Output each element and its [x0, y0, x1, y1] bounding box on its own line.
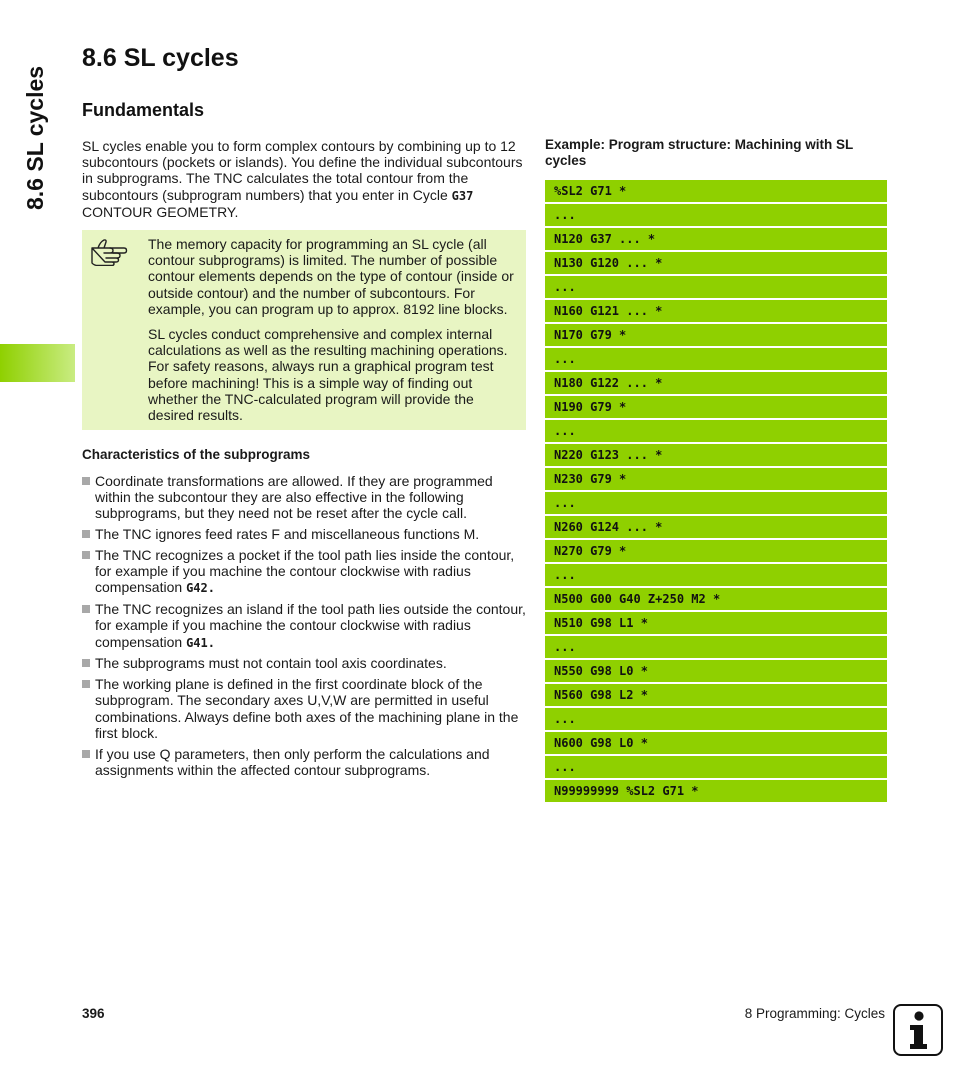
note-text: [148, 236, 522, 432]
subsection-title: Fundamentals: [82, 100, 205, 120]
chapter-label: 8 Programming: Cycles: [744, 1006, 885, 1021]
program-line: N220 G123 ... *: [545, 444, 887, 466]
bullet-item: The TNC recognizes a pocket if the tool path lies inside the contour, for example if you machine the contour clockwise with radius compensation G42.: [82, 547, 527, 597]
page-number: 396: [82, 1006, 105, 1021]
program-listing: [545, 180, 887, 804]
program-line: N230 G79 *: [545, 468, 887, 490]
program-line: N170 G79 *: [545, 324, 887, 346]
note-box: [82, 230, 526, 430]
bullet-square-icon: [82, 551, 90, 559]
program-line: N130 G120 ... *: [545, 252, 887, 274]
bullet-square-icon: [82, 750, 90, 758]
bullet-item: The working plane is defined in the first coordinate block of the subprogram. The secondary axes U,V,W are permitted in useful combinations. Always define both axes of the machining plane in the first block.: [82, 676, 527, 741]
program-line: ...: [545, 756, 887, 778]
program-line: N510 G98 L1 *: [545, 612, 887, 634]
bullet-item: The subprograms must not contain tool axis coordinates.: [82, 655, 527, 671]
program-line: N160 G121 ... *: [545, 300, 887, 322]
program-line: N260 G124 ... *: [545, 516, 887, 538]
bullet-item: The TNC recognizes an island if the tool path lies outside the contour, for example if you machine the contour clockwise with radius compensation G41.: [82, 601, 527, 651]
program-line: N550 G98 L0 *: [545, 660, 887, 682]
info-icon: [893, 1004, 943, 1056]
program-line: ...: [545, 708, 887, 730]
characteristics-heading: Characteristics of the subprograms: [82, 447, 311, 462]
bullet-square-icon: [82, 530, 90, 538]
program-line: ...: [545, 348, 887, 370]
example-title: Example: Program structure: Machining with SL cycles: [545, 137, 854, 168]
program-line: N180 G122 ... *: [545, 372, 887, 394]
program-line: ...: [545, 420, 887, 442]
program-line: N99999999 %SL2 G71 *: [545, 780, 887, 802]
program-line: ...: [545, 564, 887, 586]
note-paragraph-2: SL cycles conduct comprehensive and complex internal calculations as well as the resulting machining operations. For safety reasons, always run a graphical program test before machining! This is a simple way of finding out whether the TNC-calculated program will provide the desired results.: [148, 326, 508, 424]
program-line: ...: [545, 276, 887, 298]
program-line: ...: [545, 636, 887, 658]
section-title: 8.6 SL cycles: [82, 44, 239, 72]
bullet-item: If you use Q parameters, then only perform the calculations and assignments within the affected contour subprograms.: [82, 746, 527, 778]
bullet-square-icon: [82, 659, 90, 667]
program-line: ...: [545, 204, 887, 226]
intro-code: G37: [451, 188, 474, 203]
program-line: N190 G79 *: [545, 396, 887, 418]
pointing-hand-icon: [90, 238, 128, 266]
characteristics-list: [82, 473, 527, 783]
program-line: N560 G98 L2 *: [545, 684, 887, 706]
side-chapter-label: 8.6 SL cycles: [22, 65, 48, 210]
program-line: N120 G37 ... *: [545, 228, 887, 250]
program-line: %SL2 G71 *: [545, 180, 887, 202]
bullet-item: The TNC ignores feed rates F and miscellaneous functions M.: [82, 526, 527, 542]
program-line: N500 G00 G40 Z+250 M2 *: [545, 588, 887, 610]
note-paragraph-1: The memory capacity for programming an SL cycle (all contour subprograms) is limited. The number of possible contour elements depends on the type of contour (inside or outside contour) and the number of subcontours. For example, you can program up to approx. 8192 line blocks.: [148, 236, 514, 317]
bullet-square-icon: [82, 605, 90, 613]
bullet-square-icon: [82, 680, 90, 688]
program-line: ...: [545, 492, 887, 514]
bullet-item: Coordinate transformations are allowed. If they are programmed within the subcontour they are also effective in the following subprograms, but they need not be reset after the cycle call.: [82, 473, 527, 522]
intro-paragraph: SL cycles enable you to form complex contours by combining up to 12 subcontours (pockets or islands). You define the individual subcontours in subprograms. The TNC calculates the total contour from the subcontours (subprogram numbers) that you enter in Cycle G37 CONTOUR GEOMETRY.: [82, 138, 523, 220]
program-line: N600 G98 L0 *: [545, 732, 887, 754]
bullet-square-icon: [82, 477, 90, 485]
program-line: N270 G79 *: [545, 540, 887, 562]
